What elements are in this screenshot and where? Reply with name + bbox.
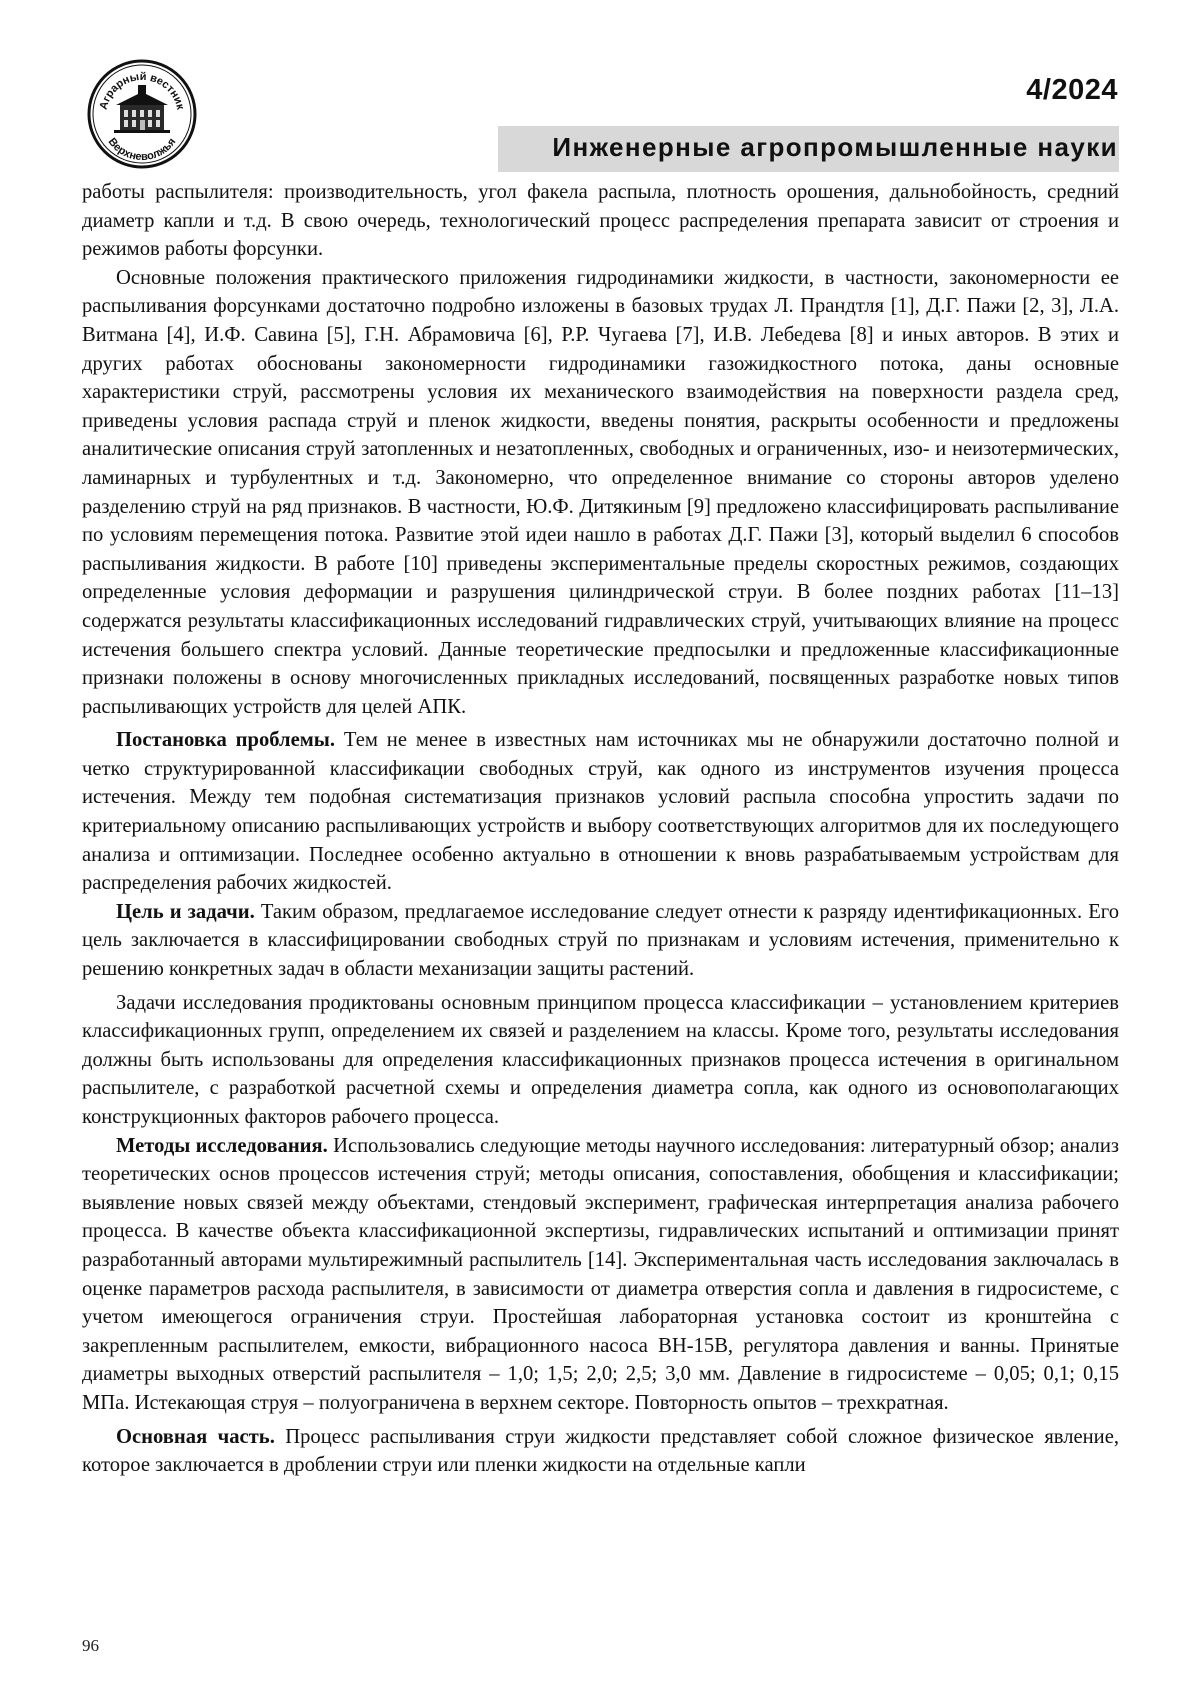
paragraph-goals [82, 898, 1119, 984]
paragraph-problem [82, 726, 1119, 898]
logo-text-top: Аграрный вестник [98, 71, 187, 111]
goals-text: Таким образом, предлагаемое исследование следует отнести к разряду идентификационных. Его цель заключается в классифицировании свободных струй по признакам и условиям истечения, применительно к решению конкретных задач в области механизации защиты растений. [82, 901, 1119, 980]
main-text: Процесс распыливания струи жидкости представляет собой сложное физическое явление, которое заключается в дроблении струи или пленки жидкости на отдельные капли [82, 1426, 1119, 1477]
issue-number: 4/2024 [1026, 74, 1118, 107]
problem-text: Тем не менее в известных нам источниках мы не обнаружили достаточно полной и четко структурированной классификации свободных струй, как одного из инструментов изучения процесса истечения. Между тем подобная систематизация признаков условий распыла способна упростить задачи по критериальному описанию распыливающих устройств и выбору соответствующих алгоритмов для их последующего анализа и оптимизации. Последнее особенно актуально в отношении к вновь разрабатываемым устройствам для распределения рабочих жидкостей. [82, 729, 1119, 894]
goals-heading: Цель и задачи. [116, 901, 255, 923]
paragraph-tasks: Задачи исследования продиктованы основным принципом процесса классификации – установлением критериев классификационных групп, определением их связей и разделением на классы. Кроме того, результаты исследования должны быть использованы для определения классификационных признаков процесса истечения в оригинальном распылителе, с разработкой расчетной схемы и определения диаметра сопла, как одного из основополагающих конструкционных факторов рабочего процесса. [82, 989, 1119, 1132]
journal-logo [86, 58, 198, 170]
logo-text-bottom: Верхневолжья [106, 136, 179, 163]
methods-heading: Методы исследования. [116, 1135, 328, 1157]
paragraph-main [82, 1423, 1119, 1480]
problem-heading: Постановка проблемы. [116, 729, 335, 751]
paragraph-background: Основные положения практического приложения гидродинамики жидкости, в частности, закономерности ее распыливания форсунками достаточно подробно изложены в базовых трудах Л. Прандтля [1], Д.Г. Пажи [2, 3], Л.А. Витмана [4], И.Ф. Савина [5], Г.Н. Абрамовича [6], Р.Р. Чугаева [7], И.В. Лебедева [8] и иных авторов. В этих и других работах обоснованы закономерности гидродинамики газожидкостного потока, даны основные характеристики струй, рассмотрены условия их механического взаимодействия на поверхности раздела сред, приведены условия распада струй и пленок жидкости, введены понятия, раскрыты особенности и предложены аналитические описания струй затопленных и незатопленных, свободных и ограниченных, изо- и неизотермических, ламинарных и турбулентных и т.д. Закономерно, что определенное внимание со стороны авторов уделено разделению струй на ряд признаков. В частности, Ю.Ф. Дитякиным [9] предложено классифицировать распыливание по условиям перемещения потока. Развитие этой идеи нашло в работах Д.Г. Пажи [3], который выделил 6 способов распыливания жидкости. В работе [10] приведены экспериментальные пределы скоростных режимов, создающих определенные условия деформации и разрушения цилиндрической струи. В более поздних работах [11–13] содержатся результаты классификационных исследований гидравлических струй, учитывающих влияние на процесс истечения большего спектра условий. Данные теоретические предпосылки и предложенные классификационные признаки положены в основу многочисленных прикладных исследований, посвященных разработке новых типов распыливающих устройств для целей АПК. [82, 264, 1119, 722]
methods-text: Использовались следующие методы научного исследования: литературный обзор; анализ теоретических основ процессов истечения струй; методы описания, сопоставления, обобщения и классификации; выявление новых связей между объектами, стендовый эксперимент, графическая интерпретация анализа рабочего процесса. В качестве объекта классификационной экспертизы, гидравлических испытаний и оптимизации принят разработанный авторами мультирежимный распылитель [14]. Экспериментальная часть исследования заключалась в оценке параметров расхода распылителя, в зависимости от диаметра отверстия сопла и давления в гидросистеме, с учетом имеющегося ограничения струи. Простейшая лабораторная установка состоит из кронштейна с закрепленным распылителем, емкости, вибрационного насоса ВН-15В, регулятора давления и ванны. Принятые диаметры выходных отверстий распылителя – 1,0; 1,5; 2,0; 2,5; 3,0 мм. Давление в гидросистеме – 0,05; 0,1; 0,15 МПа. Истекающая струя – полуограничена в верхнем секторе. Повторность опытов – трехкратная. [82, 1135, 1119, 1414]
paragraph-continued: работы распылителя: производительность, угол факела распыла, плотность орошения, дальнобойность, средний диаметр капли и т.д. В свою очередь, технологический процесс распределения препарата зависит от строения и режимов работы форсунки. [82, 178, 1119, 264]
paragraph-methods [82, 1132, 1119, 1418]
page-number: 96 [82, 1636, 99, 1656]
article-body [82, 178, 1119, 1480]
main-heading: Основная часть. [116, 1426, 275, 1448]
section-title: Инженерные агропромышленные науки [552, 132, 1118, 163]
